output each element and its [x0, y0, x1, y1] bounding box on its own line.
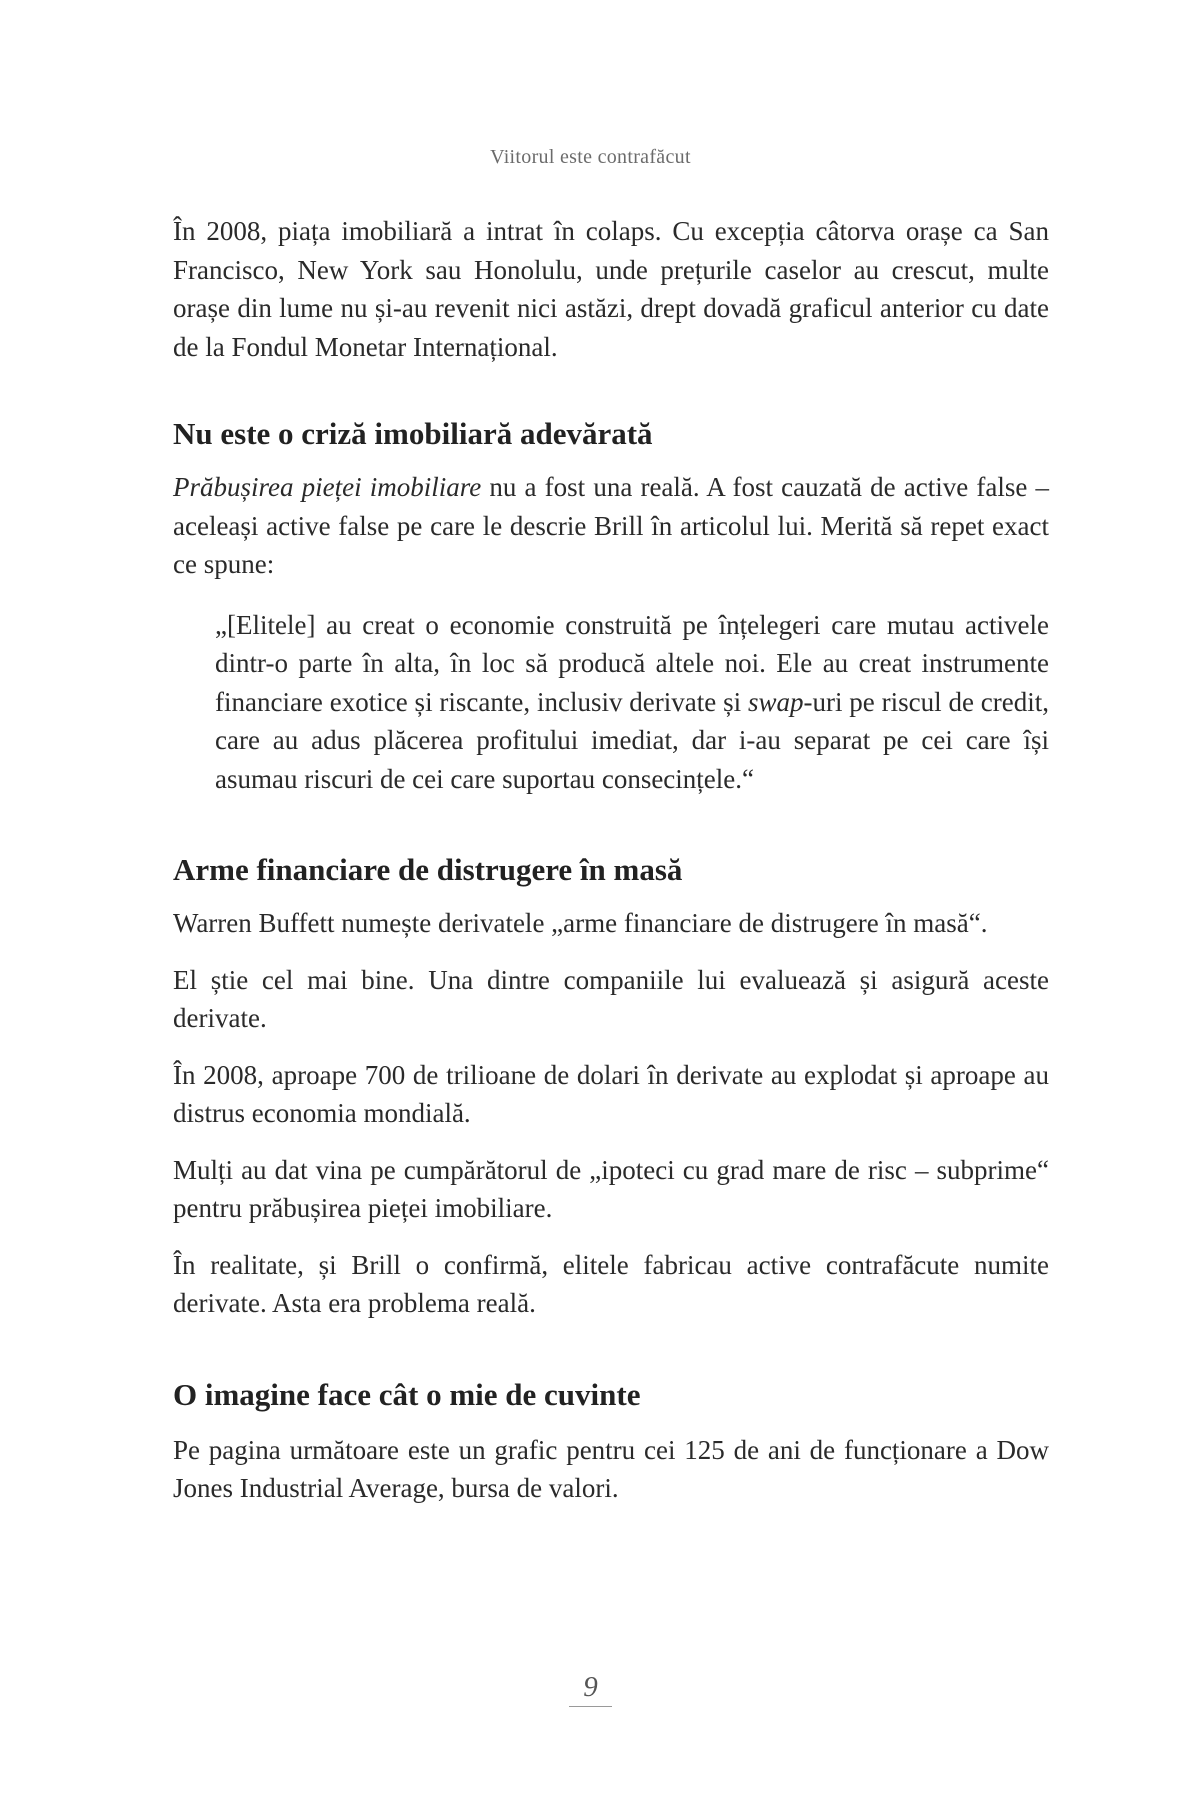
wmd-paragraph-3: În 2008, aproape 700 de trilioane de dolari în derivate au explodat și aproape au distrus economia mondială. [173, 1059, 1049, 1128]
quote-text [215, 606, 1049, 799]
section1-paragraph-text: nu a fost una reală. A fost cauzată de active false – aceleași active false pe care le descrie Brill în articolul lui. Merită să repet exact ce spune: [173, 472, 1050, 579]
wmd-paragraph-4: Mulți au dat vina pe cumpărătorul de „ipoteci cu grad mare de risc – subprime“ pentru prăbușirea pieței imobiliare. [173, 1154, 1049, 1223]
section1-paragraph [173, 468, 1049, 584]
wmd-paragraph-5: În realitate, și Brill o confirmă, elitele fabricau active contrafăcute numite derivate. Asta era problema reală. [173, 1249, 1049, 1318]
running-header: Viitorul este contrafăcut [490, 146, 691, 168]
section-heading-real-estate-crisis: Nu este o criză imobiliară adevărată [173, 416, 653, 451]
italic-lead: Prăbușirea pieței imobiliare [173, 472, 482, 502]
quote-text-part2: -uri pe riscul de credit, care au adus plăcerea profitului imediat, dar i-au separat pe cei care își asumau riscuri de cei care suportau consecințele.“ [215, 686, 1049, 794]
section-heading-wmd: Arme financiare de distrugere în masă [173, 852, 683, 887]
quote-text-part1: „[Elitele] au creat o economie construită pe înțelegeri care mutau activele dintr-o parte în alta, în loc să producă altele noi. Ele au creat instrumente financiare exotice și riscante, inclusiv derivate și [215, 609, 1049, 717]
page-number-footer [0, 1670, 1181, 1707]
page-number: 9 [569, 1670, 612, 1707]
wmd-paragraph-2: El știe cel mai bine. Una dintre companiile lui evaluează și asigură aceste derivate. [173, 964, 1049, 1033]
wmd-paragraph-1: Warren Buffett numește derivatele „arme financiare de distrugere în masă“. [173, 908, 988, 938]
section-heading-picture: O imagine face cât o mie de cuvinte [173, 1376, 641, 1412]
page-body [173, 212, 1049, 1508]
quote-italic-term: swap [747, 686, 804, 717]
brill-quote [215, 606, 1049, 799]
intro-paragraph: În 2008, piața imobiliară a intrat în colaps. Cu excepția câtorva orașe ca San Francisco, New York sau Honolulu, unde prețurile caselor au crescut, multe orașe din lume nu și-au revenit nici astăzi, drept dovadă graficul anterior cu date de la Fondul Monetar Internațional. [173, 216, 1049, 362]
picture-paragraph: Pe pagina următoare este un grafic pentru cei 125 de ani de funcționare a Dow Jones Industrial Average, bursa de valori. [173, 1434, 1049, 1503]
